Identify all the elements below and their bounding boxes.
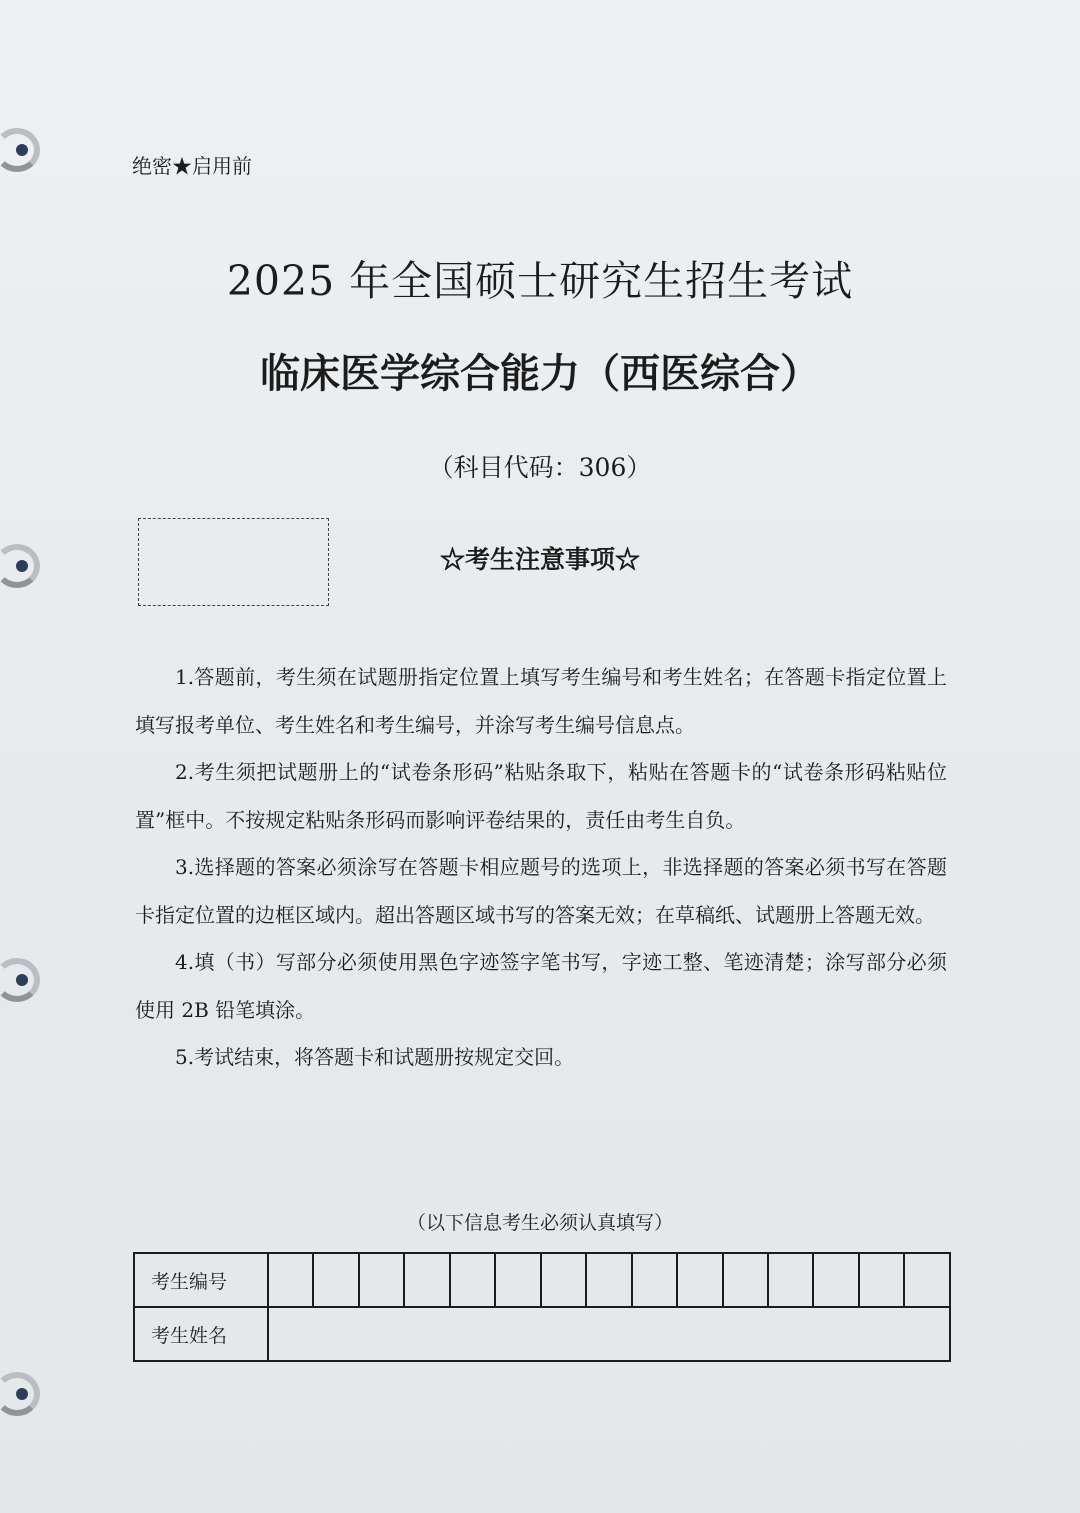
instructions-list: [135, 654, 947, 1082]
secret-mark: 绝密★启用前: [132, 154, 252, 178]
number-digit-box[interactable]: [495, 1253, 540, 1307]
binder-ring: [0, 958, 40, 1002]
number-digit-box[interactable]: [813, 1253, 858, 1307]
binder-ring: [0, 128, 40, 172]
instruction-item: 5.考试结束，将答题卡和试题册按规定交回。: [175, 1045, 575, 1069]
instruction-item: 1.答题前，考生须在试题册指定位置上填写考生编号和考生姓名；在答题卡指定位置上填写报考单位、考生姓名和考生编号，并涂写考生编号信息点。: [135, 665, 947, 737]
number-digit-box[interactable]: [586, 1253, 631, 1307]
instruction-item: 3.选择题的答案必须涂写在答题卡相应题号的选项上，非选择题的答案必须书写在答题卡指定位置的边框区域内。超出答题区域书写的答案无效；在草稿纸、试题册上答题无效。: [135, 855, 947, 927]
candidate-number-label: 考生编号: [134, 1253, 268, 1307]
subject-code: （科目代码：306）: [428, 453, 652, 482]
number-digit-box[interactable]: [859, 1253, 904, 1307]
instruction-item: 2.考生须把试题册上的“试卷条形码”粘贴条取下，粘贴在答题卡的“试卷条形码粘贴位置”框中。不按规定粘贴条形码而影响评卷结果的，责任由考生自负。: [135, 760, 947, 832]
number-digit-box[interactable]: [904, 1253, 950, 1307]
number-digit-box[interactable]: [313, 1253, 358, 1307]
number-digit-box[interactable]: [723, 1253, 768, 1307]
number-digit-box[interactable]: [404, 1253, 449, 1307]
number-digit-box[interactable]: [359, 1253, 404, 1307]
candidate-number-row: [134, 1253, 950, 1307]
number-digit-box[interactable]: [768, 1253, 813, 1307]
candidate-name-field[interactable]: [268, 1307, 950, 1361]
exam-title: 2025 年全国硕士研究生招生考试: [226, 257, 854, 305]
info-note: （以下信息考生必须认真填写）: [406, 1212, 673, 1234]
number-digit-box[interactable]: [268, 1253, 313, 1307]
candidate-name-label: 考生姓名: [134, 1307, 268, 1361]
notice-heading: ☆考生注意事项☆: [439, 545, 640, 574]
candidate-name-row: [134, 1307, 950, 1361]
number-digit-box[interactable]: [677, 1253, 722, 1307]
subject-title: 临床医学综合能力（西医综合）: [260, 351, 820, 397]
number-digit-box[interactable]: [541, 1253, 586, 1307]
binder-ring: [0, 1372, 40, 1416]
instruction-item: 4.填（书）写部分必须使用黑色字迹签字笔书写，字迹工整、笔迹清楚；涂写部分必须使用 2B 铅笔填涂。: [135, 950, 947, 1022]
number-digit-box[interactable]: [632, 1253, 677, 1307]
candidate-info-table: [133, 1252, 951, 1362]
number-digit-box[interactable]: [450, 1253, 495, 1307]
